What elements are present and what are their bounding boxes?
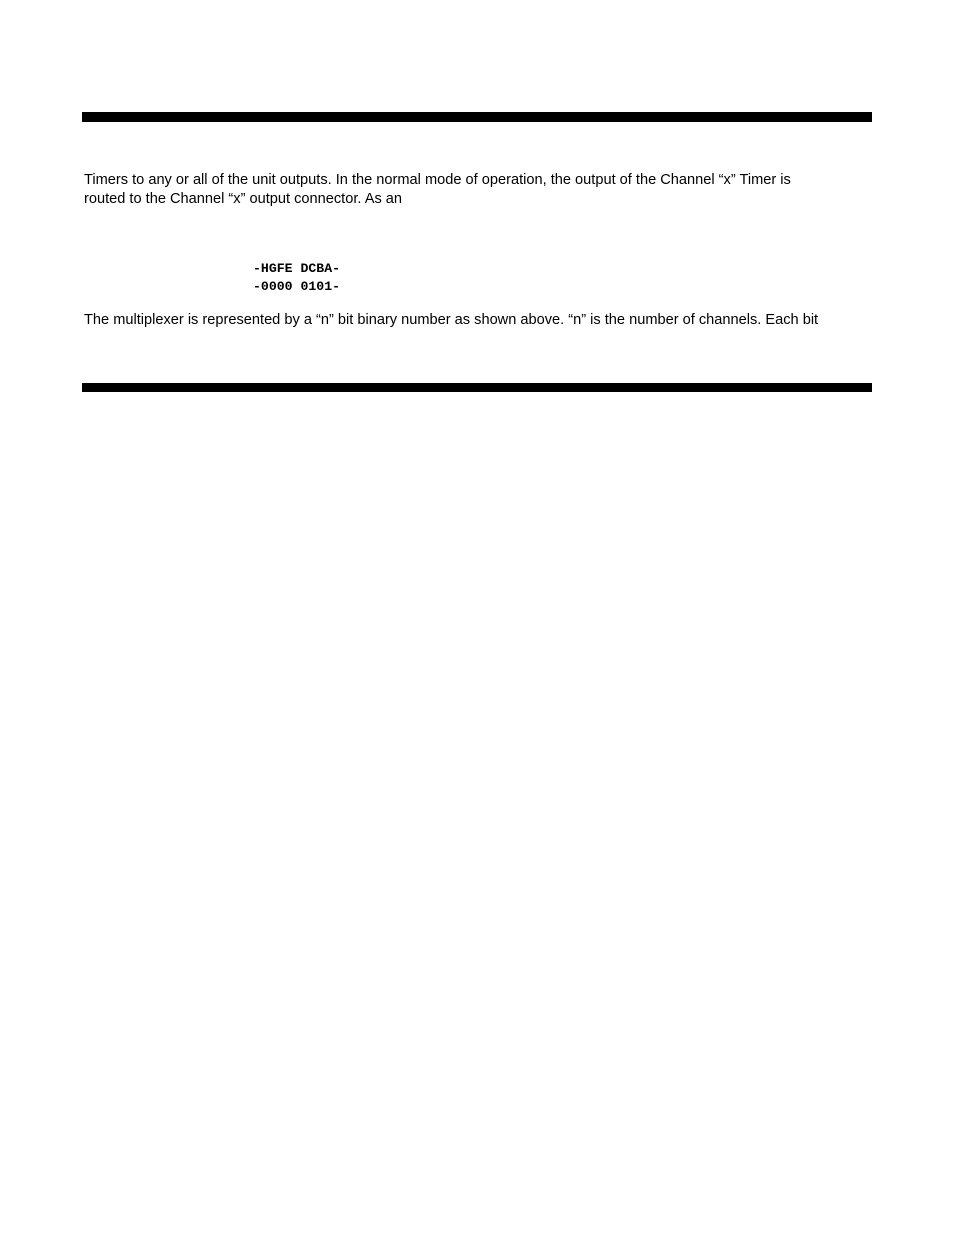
multiplexer-paragraph <box>84 311 818 330</box>
bit-label-row: -HGFE DCBA- <box>253 261 341 276</box>
text-line: The multiplexer is represented by a “n” bit binary number as shown above. “n” is the number of channels. Each bit <box>84 312 819 328</box>
bit-value-row: -0000 0101- <box>253 279 341 294</box>
bit-mask-example <box>253 260 340 296</box>
top-horizontal-rule <box>82 112 872 122</box>
bottom-horizontal-rule <box>82 383 872 392</box>
text-line: routed to the Channel “x” output connector. As an <box>84 191 403 207</box>
intro-paragraph <box>84 171 791 209</box>
text-line: Timers to any or all of the unit outputs. In the normal mode of operation, the output of the Channel “x” Timer is <box>84 172 791 188</box>
